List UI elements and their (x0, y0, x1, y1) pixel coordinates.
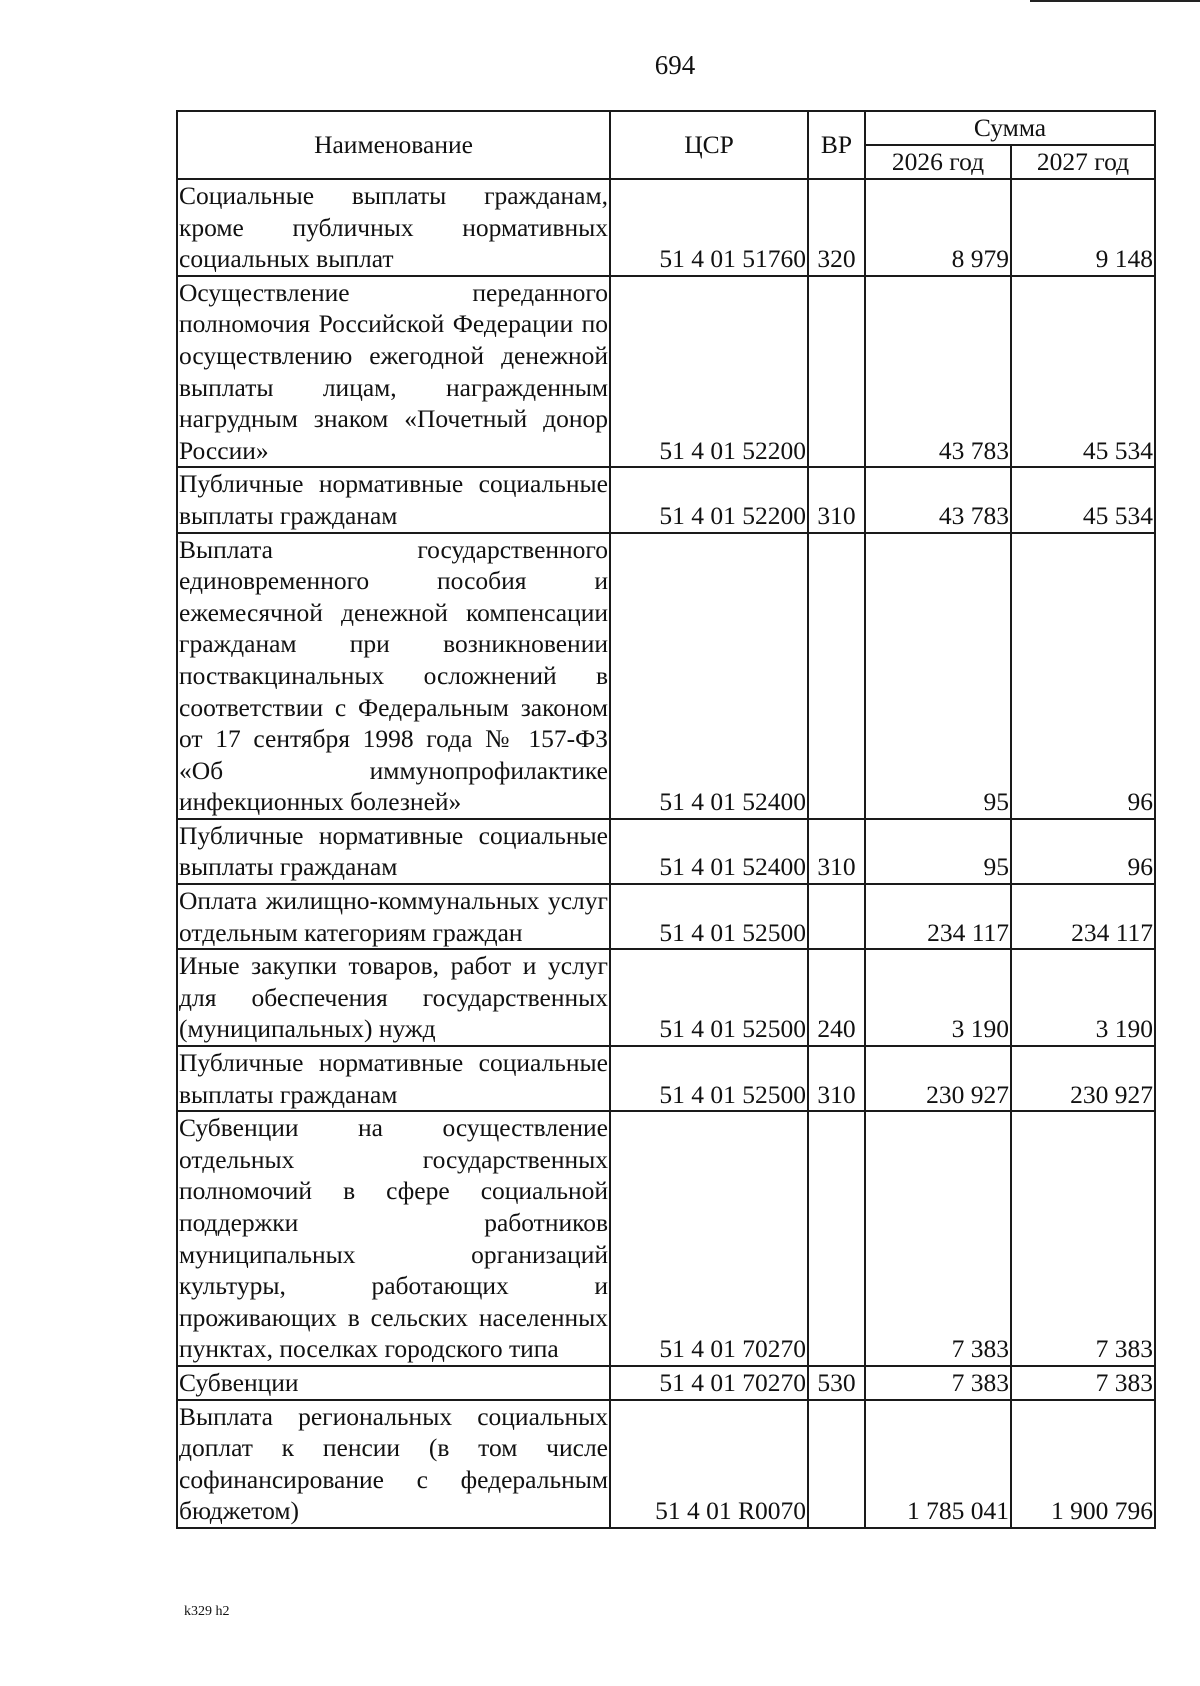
row-csr: 51 4 01 70270 (610, 1366, 808, 1400)
table-row (177, 533, 1155, 819)
row-csr: 51 4 01 52400 (610, 819, 808, 884)
table-row (177, 949, 1155, 1046)
row-name: Социальные выплаты гражданам, кроме публичных нормативных социальных выплат (177, 179, 610, 276)
row-vr: 310 (808, 819, 865, 884)
row-name: Публичные нормативные социальные выплаты гражданам (177, 1046, 610, 1111)
row-vr: 320 (808, 179, 865, 276)
row-amount-2026: 7 383 (865, 1111, 1011, 1366)
table-header (177, 111, 1155, 179)
row-amount-2027: 7 383 (1011, 1366, 1155, 1400)
row-csr: 51 4 01 52500 (610, 949, 808, 1046)
header-vr: ВР (808, 111, 865, 179)
table-row (177, 884, 1155, 949)
row-amount-2026: 1 785 041 (865, 1400, 1011, 1528)
table-row (177, 1046, 1155, 1111)
row-name: Выплата государственного единовременного пособия и ежемесячной денежной компенсации гражданам при возникновении поствакцинальных осложнений в соответствии с Федеральным законом от 17 сентября 1998 года № 157-ФЗ «Об иммунопрофилактике инфекционных болезней» (177, 533, 610, 819)
page-number: 694 (654, 50, 696, 80)
corner-rule (1030, 0, 1200, 2)
row-csr: 51 4 01 52500 (610, 884, 808, 949)
table-row (177, 1400, 1155, 1528)
row-amount-2026: 95 (865, 819, 1011, 884)
row-name: Субвенции на осуществление отдельных государственных полномочий в сфере социальной поддержки работников муниципальных организаций культуры, работающих и проживающих в сельских населенных пунктах, поселках городского типа (177, 1111, 610, 1366)
header-csr: ЦСР (610, 111, 808, 179)
row-vr: 310 (808, 1046, 865, 1111)
row-amount-2027: 1 900 796 (1011, 1400, 1155, 1528)
table-row (177, 1111, 1155, 1366)
document-code: k329 h2 (184, 1604, 230, 1619)
header-name: Наименование (177, 111, 610, 179)
row-amount-2026: 230 927 (865, 1046, 1011, 1111)
row-name: Публичные нормативные социальные выплаты гражданам (177, 467, 610, 532)
row-vr (808, 884, 865, 949)
table-row (177, 819, 1155, 884)
table-row (177, 179, 1155, 276)
row-vr: 240 (808, 949, 865, 1046)
row-amount-2027: 230 927 (1011, 1046, 1155, 1111)
header-year-2026: 2026 год (865, 145, 1011, 179)
row-name: Субвенции (177, 1366, 610, 1400)
row-csr: 51 4 01 R0070 (610, 1400, 808, 1528)
table-row (177, 467, 1155, 532)
row-amount-2027: 45 534 (1011, 276, 1155, 468)
row-name: Иные закупки товаров, работ и услуг для обеспечения государственных (муниципальных) нужд (177, 949, 610, 1046)
header-sum: Сумма (865, 111, 1155, 145)
row-vr (808, 1111, 865, 1366)
row-csr: 51 4 01 52200 (610, 467, 808, 532)
row-amount-2027: 234 117 (1011, 884, 1155, 949)
row-amount-2026: 43 783 (865, 276, 1011, 468)
row-amount-2027: 45 534 (1011, 467, 1155, 532)
row-vr (808, 276, 865, 468)
budget-table (176, 110, 1156, 1529)
row-amount-2026: 7 383 (865, 1366, 1011, 1400)
row-amount-2026: 8 979 (865, 179, 1011, 276)
row-vr: 530 (808, 1366, 865, 1400)
row-amount-2027: 9 148 (1011, 179, 1155, 276)
row-vr (808, 1400, 865, 1528)
row-amount-2027: 96 (1011, 819, 1155, 884)
row-csr: 51 4 01 70270 (610, 1111, 808, 1366)
row-name: Осуществление переданного полномочия Российской Федерации по осуществлению ежегодной денежной выплаты лицам, награжденным нагрудным знаком «Почетный донор России» (177, 276, 610, 468)
row-amount-2027: 96 (1011, 533, 1155, 819)
row-vr (808, 533, 865, 819)
row-csr: 51 4 01 52200 (610, 276, 808, 468)
header-year-2027: 2027 год (1011, 145, 1155, 179)
row-csr: 51 4 01 52400 (610, 533, 808, 819)
row-name: Оплата жилищно-коммунальных услуг отдельным категориям граждан (177, 884, 610, 949)
row-amount-2026: 234 117 (865, 884, 1011, 949)
row-name: Выплата региональных социальных доплат к пенсии (в том числе софинансирование с федеральным бюджетом) (177, 1400, 610, 1528)
row-amount-2026: 43 783 (865, 467, 1011, 532)
row-amount-2026: 95 (865, 533, 1011, 819)
row-vr: 310 (808, 467, 865, 532)
row-amount-2026: 3 190 (865, 949, 1011, 1046)
row-csr: 51 4 01 51760 (610, 179, 808, 276)
row-amount-2027: 7 383 (1011, 1111, 1155, 1366)
row-csr: 51 4 01 52500 (610, 1046, 808, 1111)
row-name: Публичные нормативные социальные выплаты гражданам (177, 819, 610, 884)
table-row (177, 1366, 1155, 1400)
table-row (177, 276, 1155, 468)
row-amount-2027: 3 190 (1011, 949, 1155, 1046)
